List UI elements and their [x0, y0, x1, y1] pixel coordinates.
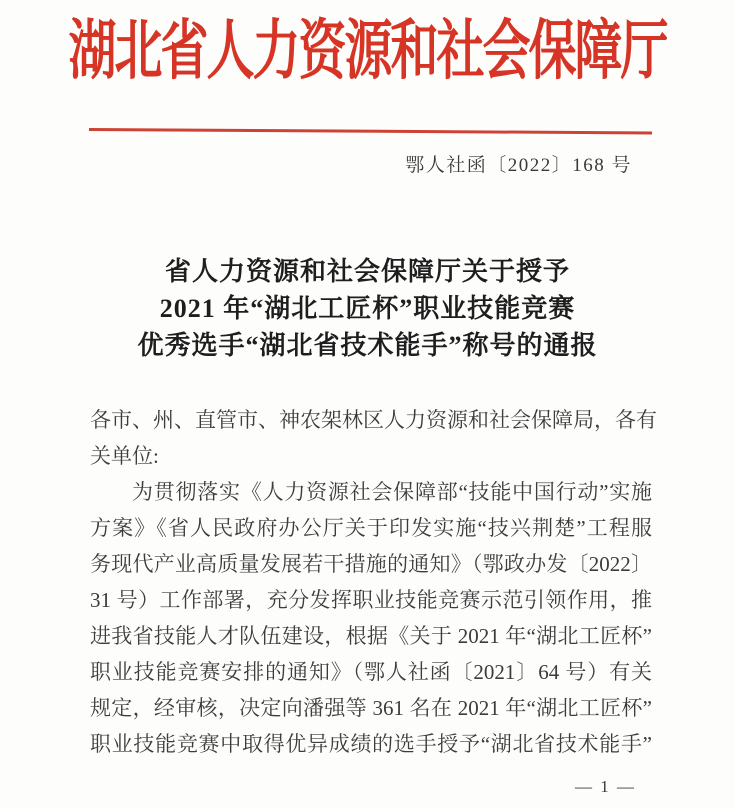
letterhead-divider-line — [89, 128, 652, 134]
paragraph-line: 进我省技能人才队伍建设，根据《关于 2021 年“湖北工匠杯” — [90, 624, 652, 648]
paragraph-line: 31 号）工作部署，充分发挥职业技能竞赛示范引领作用，推 — [90, 588, 652, 612]
paragraph-line: 职业技能竞赛安排的通知》（鄂人社函〔2021〕64 号）有关 — [90, 660, 652, 684]
document-title-line-1: 省人力资源和社会保障厅关于授予 — [164, 257, 570, 286]
paragraph-line: 为贯彻落实《人力资源社会保障部“技能中国行动”实施 — [132, 480, 652, 504]
agency-letterhead-title: 湖北省人力资源和社会保障厅 — [68, 15, 667, 88]
paragraph-line: 职业技能竞赛中取得优异成绩的选手授予“湖北省技术能手” — [90, 732, 652, 756]
document-title-line-2: 2021 年“湖北工匠杯”职业技能竞赛 — [159, 294, 576, 323]
page-number: — 1 — — [575, 777, 636, 796]
salutation-line: 各市、州、直管市、神农架林区人力资源和社会保障局，各有 — [90, 408, 657, 432]
document-title-line-3: 优秀选手“湖北省技术能手”称号的通报 — [137, 331, 598, 360]
paragraph-line: 方案》《省人民政府办公厅关于印发实施“技兴荆楚”工程服 — [90, 516, 652, 540]
salutation-line: 关单位: — [90, 444, 159, 468]
document-title — [0, 253, 735, 364]
document-reference-number: 鄂人社函〔2022〕168 号 — [405, 155, 632, 176]
paragraph-line: 务现代产业高质量发展若干措施的通知》（鄂政办发〔2022〕 — [90, 552, 652, 576]
document-body — [90, 402, 657, 762]
paragraph-line: 规定，经审核，决定向潘强等 361 名在 2021 年“湖北工匠杯” — [90, 696, 652, 720]
